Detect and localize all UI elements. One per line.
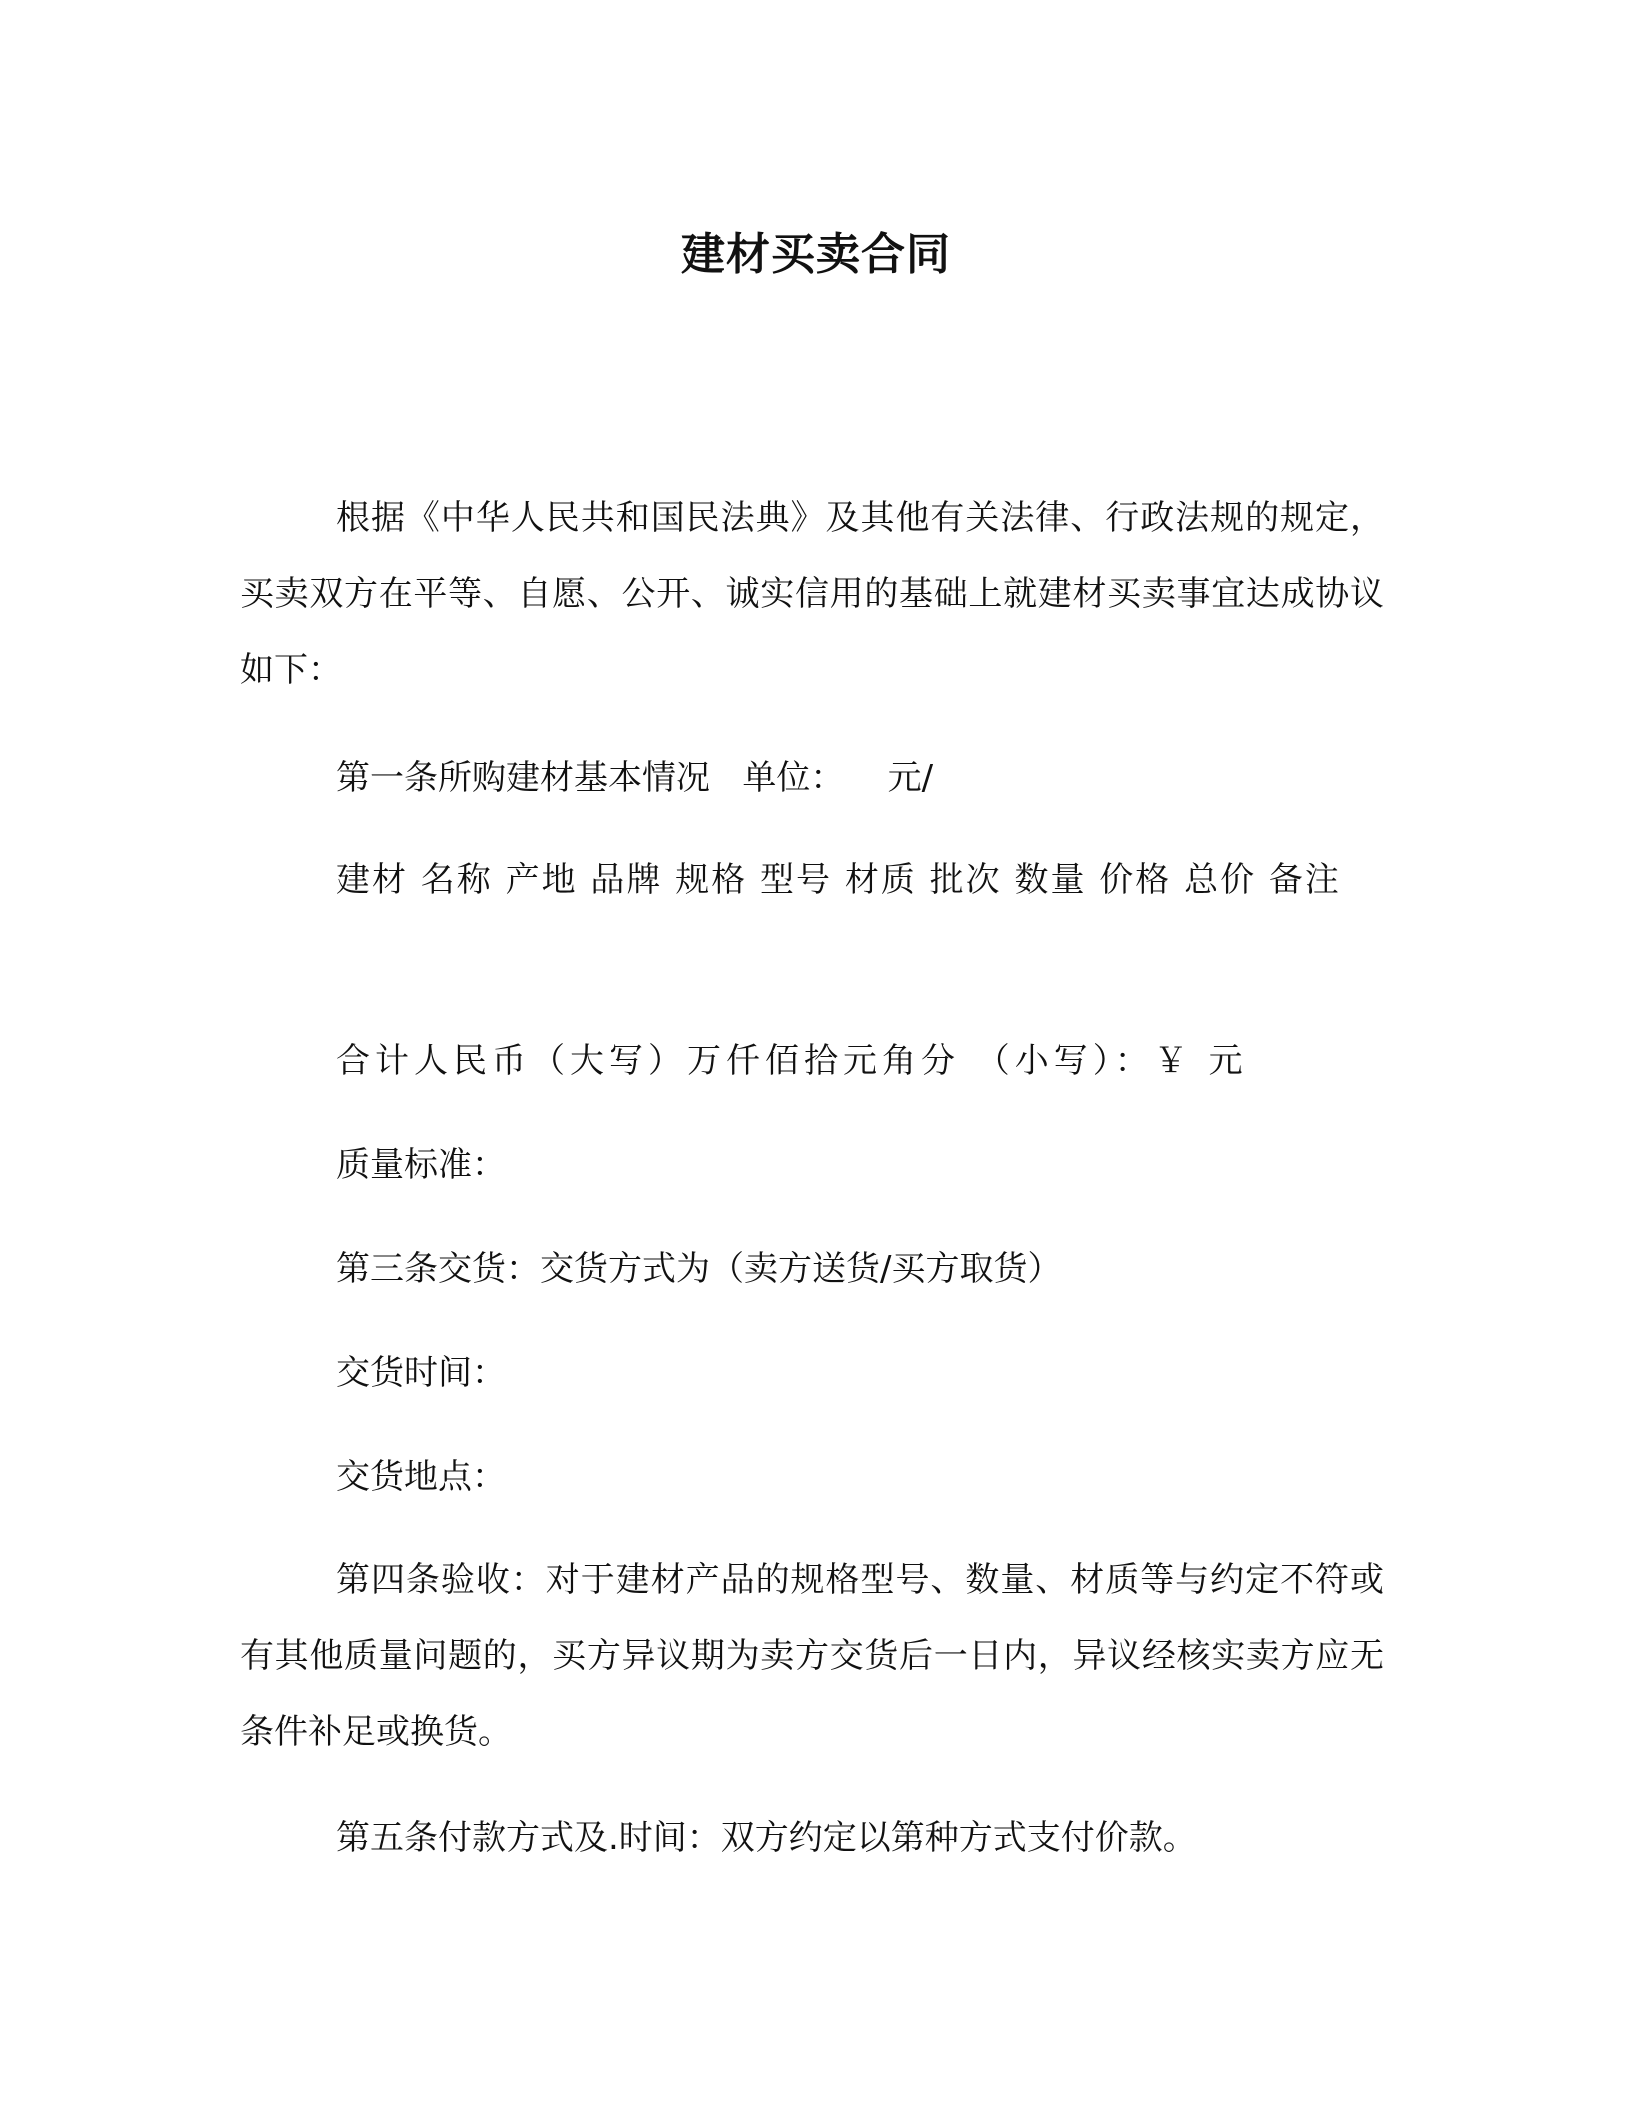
article-4-acceptance: 第四条验收：对于建材产品的规格型号、数量、材质等与约定不符或有其他质量问题的，买方异议期为卖方交货后一日内，异议经核实卖方应无条件补足或换货。 — [240, 1560, 1384, 1752]
article-1-basic-info: 第一条所购建材基本情况 单位： 元/ — [336, 758, 934, 798]
article-3-delivery: 第三条交货：交货方式为（卖方送货/买方取货） — [336, 1249, 1062, 1289]
document-title: 建材买卖合同 — [681, 229, 951, 280]
material-table-header: 建材 名称 产地 品牌 规格 型号 材质 批次 数量 价格 总价 备注 — [336, 860, 1341, 900]
delivery-time-line: 交货时间： — [336, 1353, 506, 1393]
delivery-place-line: 交货地点： — [336, 1457, 506, 1497]
quality-standard-line: 质量标准： — [336, 1145, 506, 1185]
article-5-payment: 第五条付款方式及.时间：双方约定以第种方式支付价款。 — [336, 1818, 1197, 1858]
intro-paragraph: 根据《中华人民共和国民法典》及其他有关法律、行政法规的规定，买卖双方在平等、自愿、公开、诚实信用的基础上就建材买卖事宜达成协议如下： — [240, 498, 1384, 690]
total-amount-line: 合计人民币（大写）万仟佰拾元角分 （小写）：￥ 元 — [336, 1041, 1248, 1081]
